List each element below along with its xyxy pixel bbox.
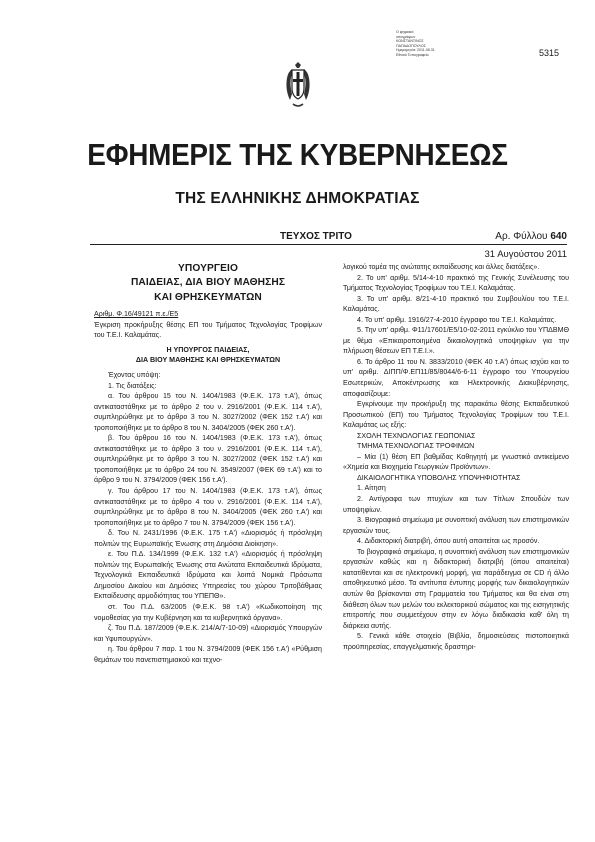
ministry-line: ΚΑΙ ΘΡΗΣΚΕΥΜΑΤΩΝ <box>154 291 262 303</box>
body-paragraph: στ. Του Π.Δ. 63/2005 (Φ.Ε.Κ. 98 τ.Α') «Κωδικοποίηση της νομοθεσίας για την Κυβέρνηση και τα κυβερνητικά όργανα». <box>94 602 322 622</box>
sheet-number: 640 <box>550 231 567 242</box>
issue-line <box>90 231 567 244</box>
stamp-line: υπογράφων <box>396 34 416 39</box>
stamp-line: Εθνικό Τυπογραφείο <box>396 52 429 57</box>
body-paragraph: 2. Το υπ' αριθμ. 5/14-4-10 πρακτικό της Γενικής Συνέλευσης του Τμήματος Τεχνολογίας Τροφίμων του Τ.Ε.Ι. Καλαμάτας. <box>343 273 569 293</box>
ministry-heading <box>94 262 322 305</box>
body-paragraph: 4. Το υπ' αριθμ. 1916/27-4-2010 έγγραφο του Τ.Ε.Ι. Καλαμάτας. <box>357 315 557 324</box>
sheet-number-label <box>495 231 567 242</box>
body-paragraph: 5. Την υπ' αριθμ. Φ11/17601/Ε5/10-02-2011 εγκύκλιο του ΥΠΔΒΜΘ με θέμα «Επικαιροποιημένα δικαιολογητικά υποψηφίων για την πλήρωση θέσεων ΕΠ Τ.Ε.Ι.». <box>343 326 569 356</box>
coat-of-arms-icon <box>284 60 312 112</box>
document-item: 1. Αίτηση <box>357 484 386 493</box>
body-paragraph: Το βιογραφικό σημείωμα, η συνοπτική ανάλυση των επιστημονικών εργασιών καθώς και η διδακτορική διατριβή (όπου απαιτείται) κατατίθενται και σε ηλεκτρονική μορφή, για παράδειγμα σε CD ή άλλο αποθηκευτικό μέσο. Τα αντίτυπα έντυπης μορφής των δικαιολογητικών αυτών θα βρίσκονται στη Γραμματεία του Τμήματος και θα είναι στη διάθεση όλων των μελών του εκλεκτορικού σώματος και της εισηγητικής επιτροπής που συμμετέχουν στην εν λόγω διαδικασία καθ' όλη τη διάρκεια αυτής. <box>343 547 569 630</box>
stamp-line: Ημερομηνία: 2011.08.31 <box>396 48 435 53</box>
stamp-line: Ο ψηφιακά <box>396 30 414 34</box>
page-number: 5315 <box>539 48 560 58</box>
department-heading: ΤΜΗΜΑ ΤΕΧΝΟΛΟΓΙΑΣ ΤΡΟΦΙΜΩΝ <box>357 442 475 451</box>
sheet-label: Αρ. Φύλλου <box>495 231 548 242</box>
body-paragraph: η. Του άρθρου 7 παρ. 1 του Ν. 3794/2009 (ΦΕΚ 156 τ.Α') «Ρύθμιση θεμάτων του πανεπιστημιακού και τεχνο- <box>94 645 322 664</box>
position-item: – Μία (1) θέση ΕΠ βαθμίδας Καθηγητή με γνωστικό αντικείμενο «Χημεία και Βιοχημεία Γεωργικών Προϊόντων». <box>343 452 569 472</box>
school-heading: ΣΧΟΛΗ ΤΕΧΝΟΛΟΓΙΑΣ ΓΕΩΠΟΝΙΑΣ <box>357 431 476 440</box>
ministry-line: ΥΠΟΥΡΓΕΙΟ <box>178 263 238 274</box>
body-paragraph: ε. Του Π.Δ. 134/1999 (Φ.Ε.Κ. 132 τ.Α') «Διορισμός ή πρόσληψη πολιτών της Ευρωπαϊκής Ένωσης στα Ανώτατα Εκπαιδευτικά Ιδρύματα, Τεχνολογικά Εκπαιδευτικά Ιδρύματα και λοιπά Νομικά Πρόσωπα Δημοσίου Δικαίου και Δημόσιες Υπηρεσίες του χώρου Τριτοβάθμιας Εκπαίδευσης αρμοδιότητας του ΥΠΕΠΘ». <box>94 550 322 601</box>
digital-signature-stamp <box>396 30 456 58</box>
body-paragraph: Εγκρίνουμε την προκήρυξη της παρακάτω θέσης Εκπαιδευτικού Προσωπικού (ΕΠ) του Τμήματος Τεχνολογίας Τροφίμων του Τ.Ε.Ι. Καλαμάτας ως εξής: <box>343 400 569 430</box>
left-column <box>94 262 322 665</box>
documents-heading: ΔΙΚΑΙΟΛΟΓΗΤΙΚΑ ΥΠΟΒΟΛΗΣ ΥΠΟΨΗΦΙΟΤΗΤΑΣ <box>357 473 521 482</box>
minister-line: Η ΥΠΟΥΡΓΟΣ ΠΑΙΔΕΙΑΣ, <box>166 345 250 354</box>
document-item: 2. Αντίγραφα των πτυχίων και των Τίτλων Σπουδών των υποψηφίων. <box>343 495 569 514</box>
body-paragraph: α. Του άρθρου 15 του Ν. 1404/1983 (Φ.Ε.Κ. 173 τ.Α'), όπως αντικαταστάθηκε με το άρθρο 2 του ν. 2916/2001 (Φ.Ε.Κ. 114 τ.Α'), συμπληρώθηκε με το άρθρο 3 του Ν. 3027/2002 (ΦΕΚ 152 τ.Α') και τροποποιήθηκε με το άρθρο 8 του Ν. 3404/2005 (ΦΕΚ 260 τ.Α'). <box>94 392 322 432</box>
right-column <box>343 262 569 652</box>
body-paragraph: 3. Το υπ' αριθμ. 8/21-4-10 πρακτικό του Συμβουλίου του Τ.Ε.Ι. Καλαμάτας. <box>343 294 569 314</box>
stamp-line: ΠΑΠΑΔΟΠΟΥΛΟΣ <box>396 43 426 48</box>
decision-reference: Αριθμ. Φ.16/49121 π.ε./Ε5 <box>94 310 179 319</box>
gazette-title: ΕΦΗΜΕΡΙΣ ΤΗΣ ΚΥΒΕΡΝΗΣΕΩΣ <box>87 137 508 172</box>
minister-line: ΔΙΑ ΒΙΟΥ ΜΑΘΗΣΗΣ ΚΑΙ ΘΡΗΣΚΕΥΜΑΤΩΝ <box>135 356 281 365</box>
body-paragraph: 1. Τις διατάξεις: <box>108 381 157 390</box>
body-paragraph: 6. Το άρθρο 11 του Ν. 3833/2010 (ΦΕΚ 40 τ.Α') όπως ισχύει και το υπ' αριθμ. ΔΙΠΠ/Φ.ΕΠ11/85/8044/6-6-11 έγγραφο του Υπουργείου Εσωτερικών, Αποκέντρωσης και Ηλεκτρονικής Διακυβέρνησης, αποφασίζουμε: <box>343 357 569 398</box>
body-paragraph: β. Του άρθρου 16 του Ν. 1404/1983 (Φ.Ε.Κ. 173 τ.Α'), όπως αντικαταστάθηκε με το άρθρο 3 του ν. 2916/2001 (Φ.Ε.Κ. 114 τ.Α'), συμπληρώθηκε με το άρθρο 3 του Ν. 3027/2002 (ΦΕΚ 152 τ.Α') και τροποποιήθηκε με το άρθρο 24 του Ν. 3549/2007 (ΦΕΚ 69 τ.Α') και το άρθρο 9 του Ν. 3794/2009 (ΦΕΚ 156 τ.Α'). <box>94 434 322 485</box>
header-rule <box>90 244 567 245</box>
ministry-line: ΠΑΙΔΕΙΑΣ, ΔΙΑ ΒΙΟΥ ΜΑΘΗΣΗΣ <box>130 277 286 289</box>
decision-subject: Έγκριση προκήρυξης θέσης ΕΠ του Τμήματος Τεχνολογίας Τροφίμων του Τ.Ε.Ι. Καλαμάτας. <box>94 320 322 340</box>
body-paragraph: Έχοντας υπόψη: <box>108 370 161 379</box>
document-item: 4. Διδακτορική διατριβή, όπου αυτή απαιτείται ως προσόν. <box>357 537 540 546</box>
body-paragraph: δ. Του Ν. 2431/1996 (Φ.Ε.Κ. 175 τ.Α') «Διορισμός ή πρόσληψη πολιτών της Ευρωπαϊκής Ένωσης στη Δημόσια Διοίκηση». <box>94 529 322 548</box>
issue-series: ΤΕΥΧΟΣ ΤΡΙΤΟ <box>280 231 352 242</box>
body-paragraph: λογικού τομέα της ανώτατης εκπαίδευσης και άλλες διατάξεις». <box>343 263 540 271</box>
document-item: 3. Βιογραφικό σημείωμα με συνοπτική ανάλυση των επιστημονικών εργασιών τους. <box>343 516 569 535</box>
minister-heading <box>94 345 322 366</box>
body-paragraph: γ. Του άρθρου 17 του Ν. 1404/1983 (Φ.Ε.Κ. 173 τ.Α'), όπως αντικαταστάθηκε με το άρθρο 4 του ν. 2916/2001 (Φ.Ε.Κ. 114 τ.Α'), συμπληρώθηκε με το άρθρο 8 του Ν. 3404/2005 (ΦΕΚ 260 τ.Α') και τροποποιήθηκε με το άρθρο 7 του Ν. 3794/2009 (ΦΕΚ 156 τ.Α'). <box>94 486 322 527</box>
issue-date: 31 Αυγούστου 2011 <box>484 249 567 260</box>
stamp-line: ΚΩΝΣΤΑΝΤΙΝΟΣ <box>396 39 424 44</box>
gazette-subtitle: ΤΗΣ ΕΛΛΗΝΙΚΗΣ ΔΗΜΟΚΡΑΤΙΑΣ <box>175 190 420 207</box>
body-paragraph: ζ. Του Π.Δ. 187/2009 (Φ.Ε.Κ. 214/Α/7-10-09) «Διορισμός Υπουργών και Υφυπουργών». <box>94 624 322 643</box>
document-item: 5. Γενικά κάθε στοιχείο (Βιβλία, δημοσιεύσεις πιστοποιητικά προϋπηρεσίας, επαγγελματικής δραστηρι- <box>343 632 569 651</box>
